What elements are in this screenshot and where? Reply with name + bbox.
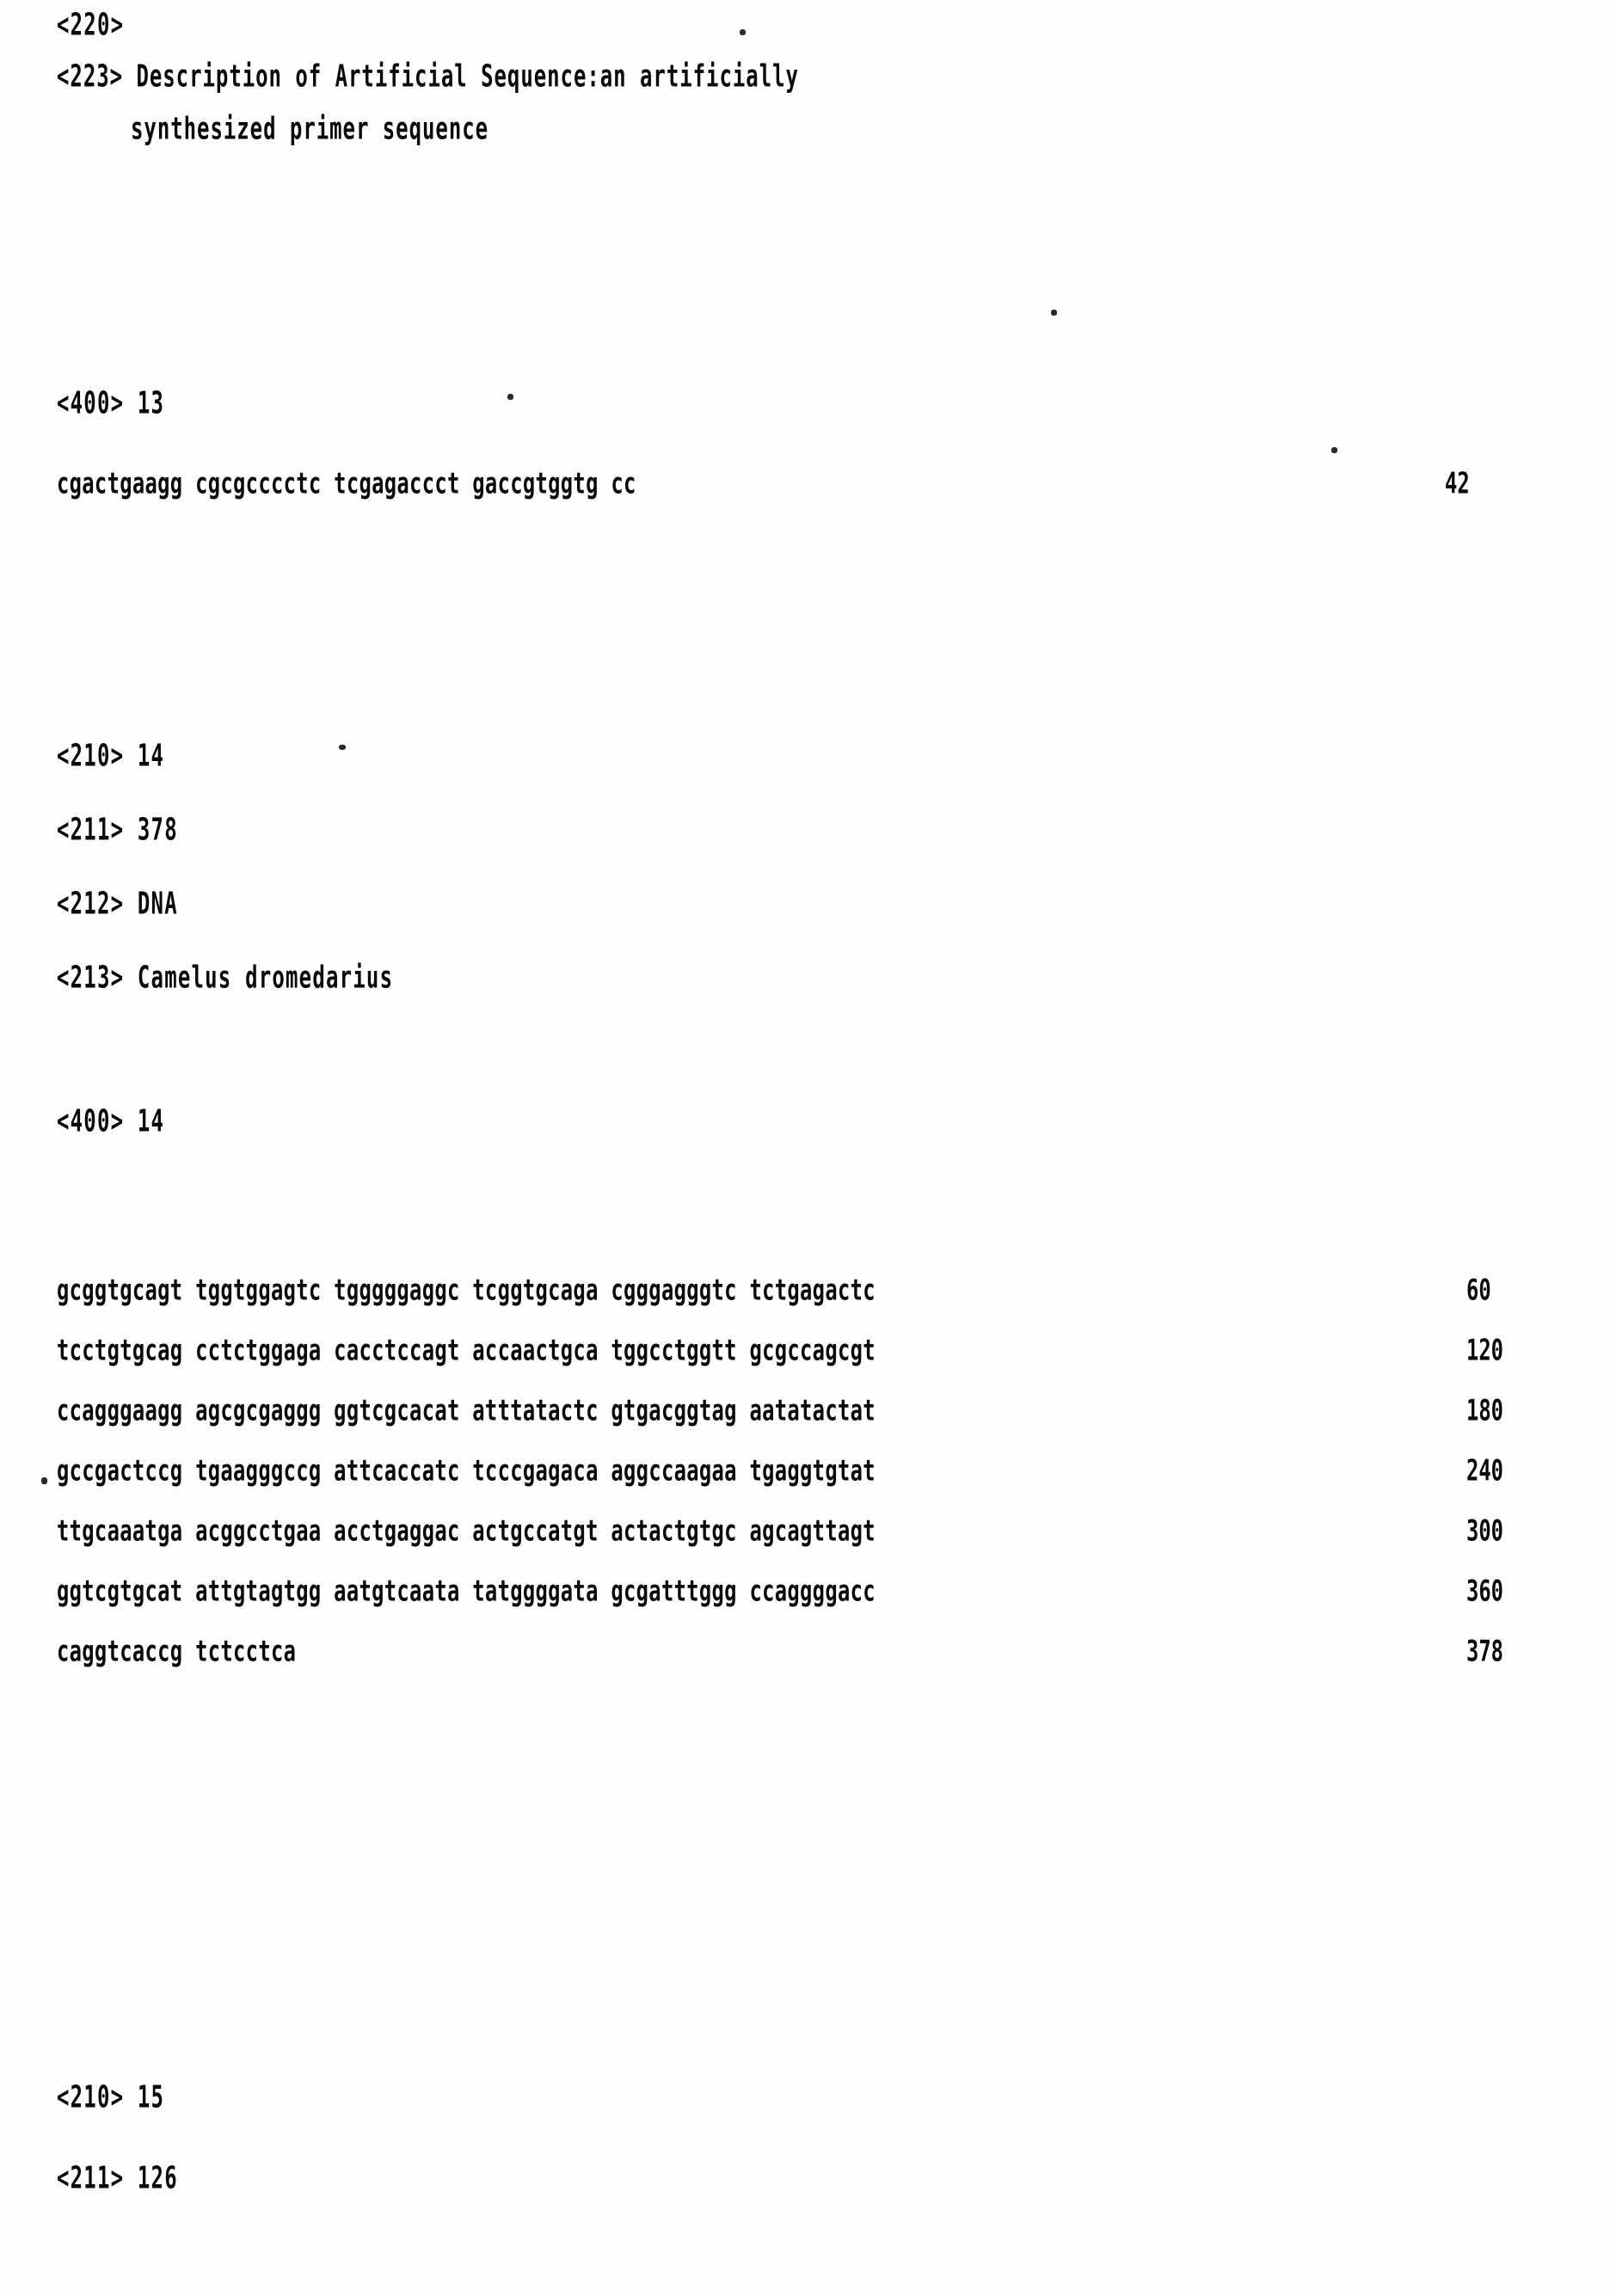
tag-211-126: <211> 126 — [57, 2160, 178, 2197]
seq14-row-6-residue-count: 360 — [1466, 1574, 1503, 1608]
seq14-row-6: ggtcgtgcat attgtagtgg aatgtcaata tatggggata gcgatttggg ccaggggacc — [57, 1574, 876, 1608]
seq14-row-2: tcctgtgcag cctctggaga cacctccagt accaactgca tggcctggtt gcgccagcgt — [57, 1333, 876, 1367]
tag-223: <223> Description of Artificial Sequence:an artificially — [57, 58, 799, 95]
tag-220: <220> — [57, 7, 125, 44]
tag-210-14: <210> 14 — [57, 738, 165, 775]
scan-speck — [41, 1477, 47, 1484]
tag-211-378: <211> 378 — [57, 812, 178, 849]
seq14-row-5-residue-count: 300 — [1466, 1513, 1503, 1548]
scan-speck — [1331, 447, 1337, 453]
seq14-row-7-residue-count: 378 — [1466, 1634, 1503, 1668]
seq14-row-4: gccgactccg tgaagggccg attcaccatc tcccgagaca aggccaagaa tgaggtgtat — [57, 1453, 876, 1488]
seq14-row-1: gcggtgcagt tggtggagtc tgggggaggc tcggtgcaga cgggagggtc tctgagactc — [57, 1273, 876, 1307]
seq14-row-7: caggtcaccg tctcctca — [57, 1634, 297, 1668]
seq14-row-1-residue-count: 60 — [1466, 1273, 1491, 1307]
seq13-row-1-residue-count: 42 — [1445, 466, 1470, 500]
seq14-row-5: ttgcaaatga acggcctgaa acctgaggac actgccatgt actactgtgc agcagttagt — [57, 1513, 876, 1548]
scan-speck — [507, 394, 513, 400]
tag-212-dna: <212> DNA — [57, 886, 178, 923]
scan-speck — [740, 29, 746, 35]
seq13-row-1: cgactgaagg cgcgcccctc tcgagaccct gaccgtggtg cc — [57, 466, 636, 500]
scan-speck — [339, 745, 346, 750]
tag-210-15: <210> 15 — [57, 2079, 165, 2116]
seq14-row-3-residue-count: 180 — [1466, 1393, 1503, 1427]
seq14-row-3: ccagggaagg agcgcgaggg ggtcgcacat atttatactc gtgacggtag aatatactat — [57, 1393, 876, 1427]
tag-213-organism: <213> Camelus dromedarius — [57, 960, 394, 997]
scan-speck — [1051, 310, 1057, 316]
seq14-row-4-residue-count: 240 — [1466, 1453, 1503, 1488]
tag-400-14: <400> 14 — [57, 1103, 165, 1140]
tag-400-13: <400> 13 — [57, 385, 165, 422]
seq14-row-2-residue-count: 120 — [1466, 1333, 1503, 1367]
tag-223-continuation: synthesized primer sequence — [131, 111, 489, 148]
